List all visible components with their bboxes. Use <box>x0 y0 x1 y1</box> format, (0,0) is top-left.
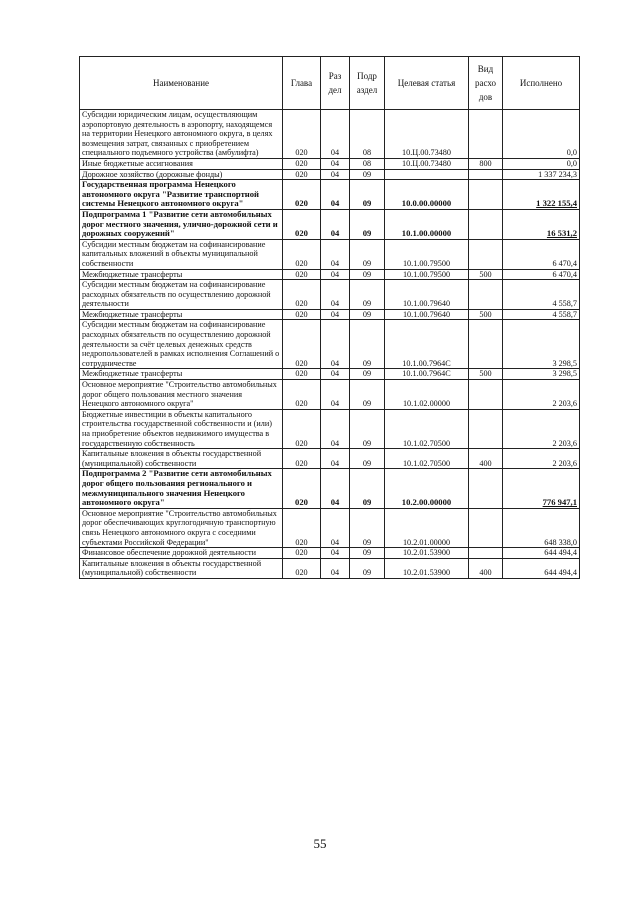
row-section: 04 <box>321 169 350 180</box>
row-name: Капитальные вложения в объекты государственной (муниципальной) собственности <box>80 449 283 469</box>
row-executed: 0,0 <box>503 158 580 169</box>
table-header-row <box>80 57 580 110</box>
row-name: Межбюджетные трансферты <box>80 309 283 320</box>
row-executed: 2 203,6 <box>503 409 580 448</box>
table-row <box>80 508 580 547</box>
row-expense-type <box>469 320 503 369</box>
row-chapter: 020 <box>283 180 321 210</box>
row-section: 04 <box>321 280 350 310</box>
col-header-name: Наименование <box>80 57 283 110</box>
table-row <box>80 558 580 578</box>
row-chapter: 020 <box>283 449 321 469</box>
row-subsection: 09 <box>350 558 385 578</box>
row-chapter: 020 <box>283 110 321 159</box>
row-subsection: 09 <box>350 239 385 269</box>
row-chapter: 020 <box>283 209 321 239</box>
row-subsection: 09 <box>350 380 385 410</box>
row-subsection: 09 <box>350 548 385 559</box>
row-executed: 4 558,7 <box>503 280 580 310</box>
row-expense-type <box>469 409 503 448</box>
row-expense-type <box>469 209 503 239</box>
row-section: 04 <box>321 320 350 369</box>
row-expense-type: 500 <box>469 369 503 380</box>
table-row <box>80 369 580 380</box>
table-row <box>80 209 580 239</box>
row-expense-type <box>469 508 503 547</box>
row-subsection: 09 <box>350 309 385 320</box>
row-subsection: 09 <box>350 209 385 239</box>
table-row <box>80 269 580 280</box>
row-section: 04 <box>321 508 350 547</box>
row-subsection: 09 <box>350 508 385 547</box>
row-executed: 644 494,4 <box>503 548 580 559</box>
table-row <box>80 158 580 169</box>
row-section: 04 <box>321 209 350 239</box>
row-expense-type: 400 <box>469 449 503 469</box>
col-header-chapter: Глава <box>283 57 321 110</box>
row-target-article: 10.Ц.00.73480 <box>385 110 469 159</box>
table-row <box>80 280 580 310</box>
row-section: 04 <box>321 558 350 578</box>
row-name: Субсидии местным бюджетам на софинансирование расходных обязательств по осуществлению дорожной деятельности за счёт целевых денежных средств недропользователей в рамках исполнения Соглашений о сотрудничестве <box>80 320 283 369</box>
col-header-target-article: Целевая статья <box>385 57 469 110</box>
row-chapter: 020 <box>283 558 321 578</box>
row-executed: 0,0 <box>503 110 580 159</box>
row-executed: 3 298,5 <box>503 320 580 369</box>
row-name: Межбюджетные трансферты <box>80 269 283 280</box>
row-subsection: 09 <box>350 169 385 180</box>
row-section: 04 <box>321 369 350 380</box>
row-target-article: 10.1.02.00000 <box>385 380 469 410</box>
row-subsection: 08 <box>350 110 385 159</box>
row-expense-type: 400 <box>469 558 503 578</box>
row-section: 04 <box>321 380 350 410</box>
row-subsection: 09 <box>350 469 385 508</box>
row-expense-type <box>469 180 503 210</box>
row-section: 04 <box>321 309 350 320</box>
row-executed: 1 322 155,4 <box>503 180 580 210</box>
row-subsection: 09 <box>350 369 385 380</box>
table-row <box>80 110 580 159</box>
col-header-expense-type: Вид расхо дов <box>469 57 503 110</box>
row-subsection: 09 <box>350 409 385 448</box>
row-chapter: 020 <box>283 409 321 448</box>
row-name: Субсидии местным бюджетам на софинансирование расходных обязательств по осуществлению дорожной деятельности <box>80 280 283 310</box>
row-subsection: 08 <box>350 158 385 169</box>
row-section: 04 <box>321 158 350 169</box>
table-row <box>80 309 580 320</box>
row-name: Бюджетные инвестиции в объекты капитального строительства государственной собственности и (или) на приобретение объектов недвижимого имущества в государственную собственность <box>80 409 283 448</box>
row-section: 04 <box>321 548 350 559</box>
row-executed: 6 470,4 <box>503 269 580 280</box>
row-executed: 4 558,7 <box>503 309 580 320</box>
row-section: 04 <box>321 469 350 508</box>
row-chapter: 020 <box>283 469 321 508</box>
row-chapter: 020 <box>283 169 321 180</box>
col-header-section: Раз дел <box>321 57 350 110</box>
table-row <box>80 409 580 448</box>
row-name: Иные бюджетные ассигнования <box>80 158 283 169</box>
row-chapter: 020 <box>283 508 321 547</box>
col-header-subsection: Подр аздел <box>350 57 385 110</box>
table-body <box>80 110 580 579</box>
row-target-article: 10.0.00.00000 <box>385 180 469 210</box>
row-name: Государственная программа Ненецкого автономного округа "Развитие транспортной системы Ненецкого автономного округа" <box>80 180 283 210</box>
row-name: Капитальные вложения в объекты государственной (муниципальной) собственности <box>80 558 283 578</box>
row-subsection: 09 <box>350 449 385 469</box>
row-target-article: 10.1.00.00000 <box>385 209 469 239</box>
row-target-article: 10.1.00.79500 <box>385 269 469 280</box>
row-name: Подпрограмма 1 "Развитие сети автомобильных дорог местного значения, улично-дорожной сети и дорожных сооружений" <box>80 209 283 239</box>
row-name: Субсидии юридическим лицам, осуществляющим аэропортовую деятельность в аэропорту, находящемся на территории Ненецкого автономного округа, в целях возмещения затрат, связанных с приобретением специального подъемного устройства (амбулифта) <box>80 110 283 159</box>
row-expense-type: 800 <box>469 158 503 169</box>
row-expense-type <box>469 169 503 180</box>
row-target-article: 10.2.01.53900 <box>385 548 469 559</box>
row-target-article <box>385 169 469 180</box>
row-expense-type <box>469 548 503 559</box>
table-row <box>80 380 580 410</box>
row-name: Подпрограмма 2 "Развитие сети автомобильных дорог общего пользования регионального и межмуниципального значения Ненецкого автономного округа" <box>80 469 283 508</box>
row-target-article: 10.1.02.70500 <box>385 409 469 448</box>
row-chapter: 020 <box>283 380 321 410</box>
row-executed: 6 470,4 <box>503 239 580 269</box>
row-subsection: 09 <box>350 280 385 310</box>
table-row <box>80 469 580 508</box>
row-name: Субсидии местным бюджетам на софинансирование капитальных вложений в объекты муниципальной собственности <box>80 239 283 269</box>
table-row <box>80 180 580 210</box>
row-target-article: 10.1.02.70500 <box>385 449 469 469</box>
row-name: Финансовое обеспечение дорожной деятельности <box>80 548 283 559</box>
row-expense-type: 500 <box>469 269 503 280</box>
row-chapter: 020 <box>283 280 321 310</box>
page-number: 55 <box>313 836 327 851</box>
row-executed: 2 203,6 <box>503 380 580 410</box>
table-row <box>80 449 580 469</box>
row-expense-type: 500 <box>469 309 503 320</box>
table-row <box>80 239 580 269</box>
row-target-article: 10.1.00.79640 <box>385 280 469 310</box>
row-section: 04 <box>321 409 350 448</box>
row-chapter: 020 <box>283 309 321 320</box>
row-name: Основное мероприятие "Строительство автомобильных дорог обеспечивающих круглогодичную транспортную связь Ненецкого автономного округа с соседними субъектами Российской Федерации" <box>80 508 283 547</box>
row-target-article: 10.1.00.79500 <box>385 239 469 269</box>
table-row <box>80 169 580 180</box>
row-executed: 644 494,4 <box>503 558 580 578</box>
row-executed: 648 338,0 <box>503 508 580 547</box>
row-target-article: 10.2.01.00000 <box>385 508 469 547</box>
row-section: 04 <box>321 110 350 159</box>
row-section: 04 <box>321 449 350 469</box>
row-target-article: 10.2.00.00000 <box>385 469 469 508</box>
row-target-article: 10.1.00.7964С <box>385 369 469 380</box>
row-subsection: 09 <box>350 269 385 280</box>
row-executed: 3 298,5 <box>503 369 580 380</box>
row-expense-type <box>469 280 503 310</box>
row-expense-type <box>469 239 503 269</box>
row-target-article: 10.1.00.79640 <box>385 309 469 320</box>
row-chapter: 020 <box>283 239 321 269</box>
row-chapter: 020 <box>283 320 321 369</box>
row-section: 04 <box>321 180 350 210</box>
row-subsection: 09 <box>350 180 385 210</box>
row-expense-type <box>469 380 503 410</box>
row-executed: 16 531,2 <box>503 209 580 239</box>
row-target-article: 10.2.01.53900 <box>385 558 469 578</box>
row-chapter: 020 <box>283 369 321 380</box>
row-name: Дорожное хозяйство (дорожные фонды) <box>80 169 283 180</box>
row-section: 04 <box>321 239 350 269</box>
row-chapter: 020 <box>283 269 321 280</box>
row-target-article: 10.Ц.00.73480 <box>385 158 469 169</box>
row-chapter: 020 <box>283 548 321 559</box>
row-name: Межбюджетные трансферты <box>80 369 283 380</box>
table-row <box>80 320 580 369</box>
row-expense-type <box>469 469 503 508</box>
row-section: 04 <box>321 269 350 280</box>
row-chapter: 020 <box>283 158 321 169</box>
row-executed: 1 337 234,3 <box>503 169 580 180</box>
row-name: Основное мероприятие "Строительство автомобильных дорог общего пользования местного значения Ненецкого автономного округа" <box>80 380 283 410</box>
col-header-executed: Исполнено <box>503 57 580 110</box>
row-executed: 776 947,1 <box>503 469 580 508</box>
row-expense-type <box>469 110 503 159</box>
row-target-article: 10.1.00.7964С <box>385 320 469 369</box>
budget-table <box>79 56 580 579</box>
table-row <box>80 548 580 559</box>
row-executed: 2 203,6 <box>503 449 580 469</box>
row-subsection: 09 <box>350 320 385 369</box>
